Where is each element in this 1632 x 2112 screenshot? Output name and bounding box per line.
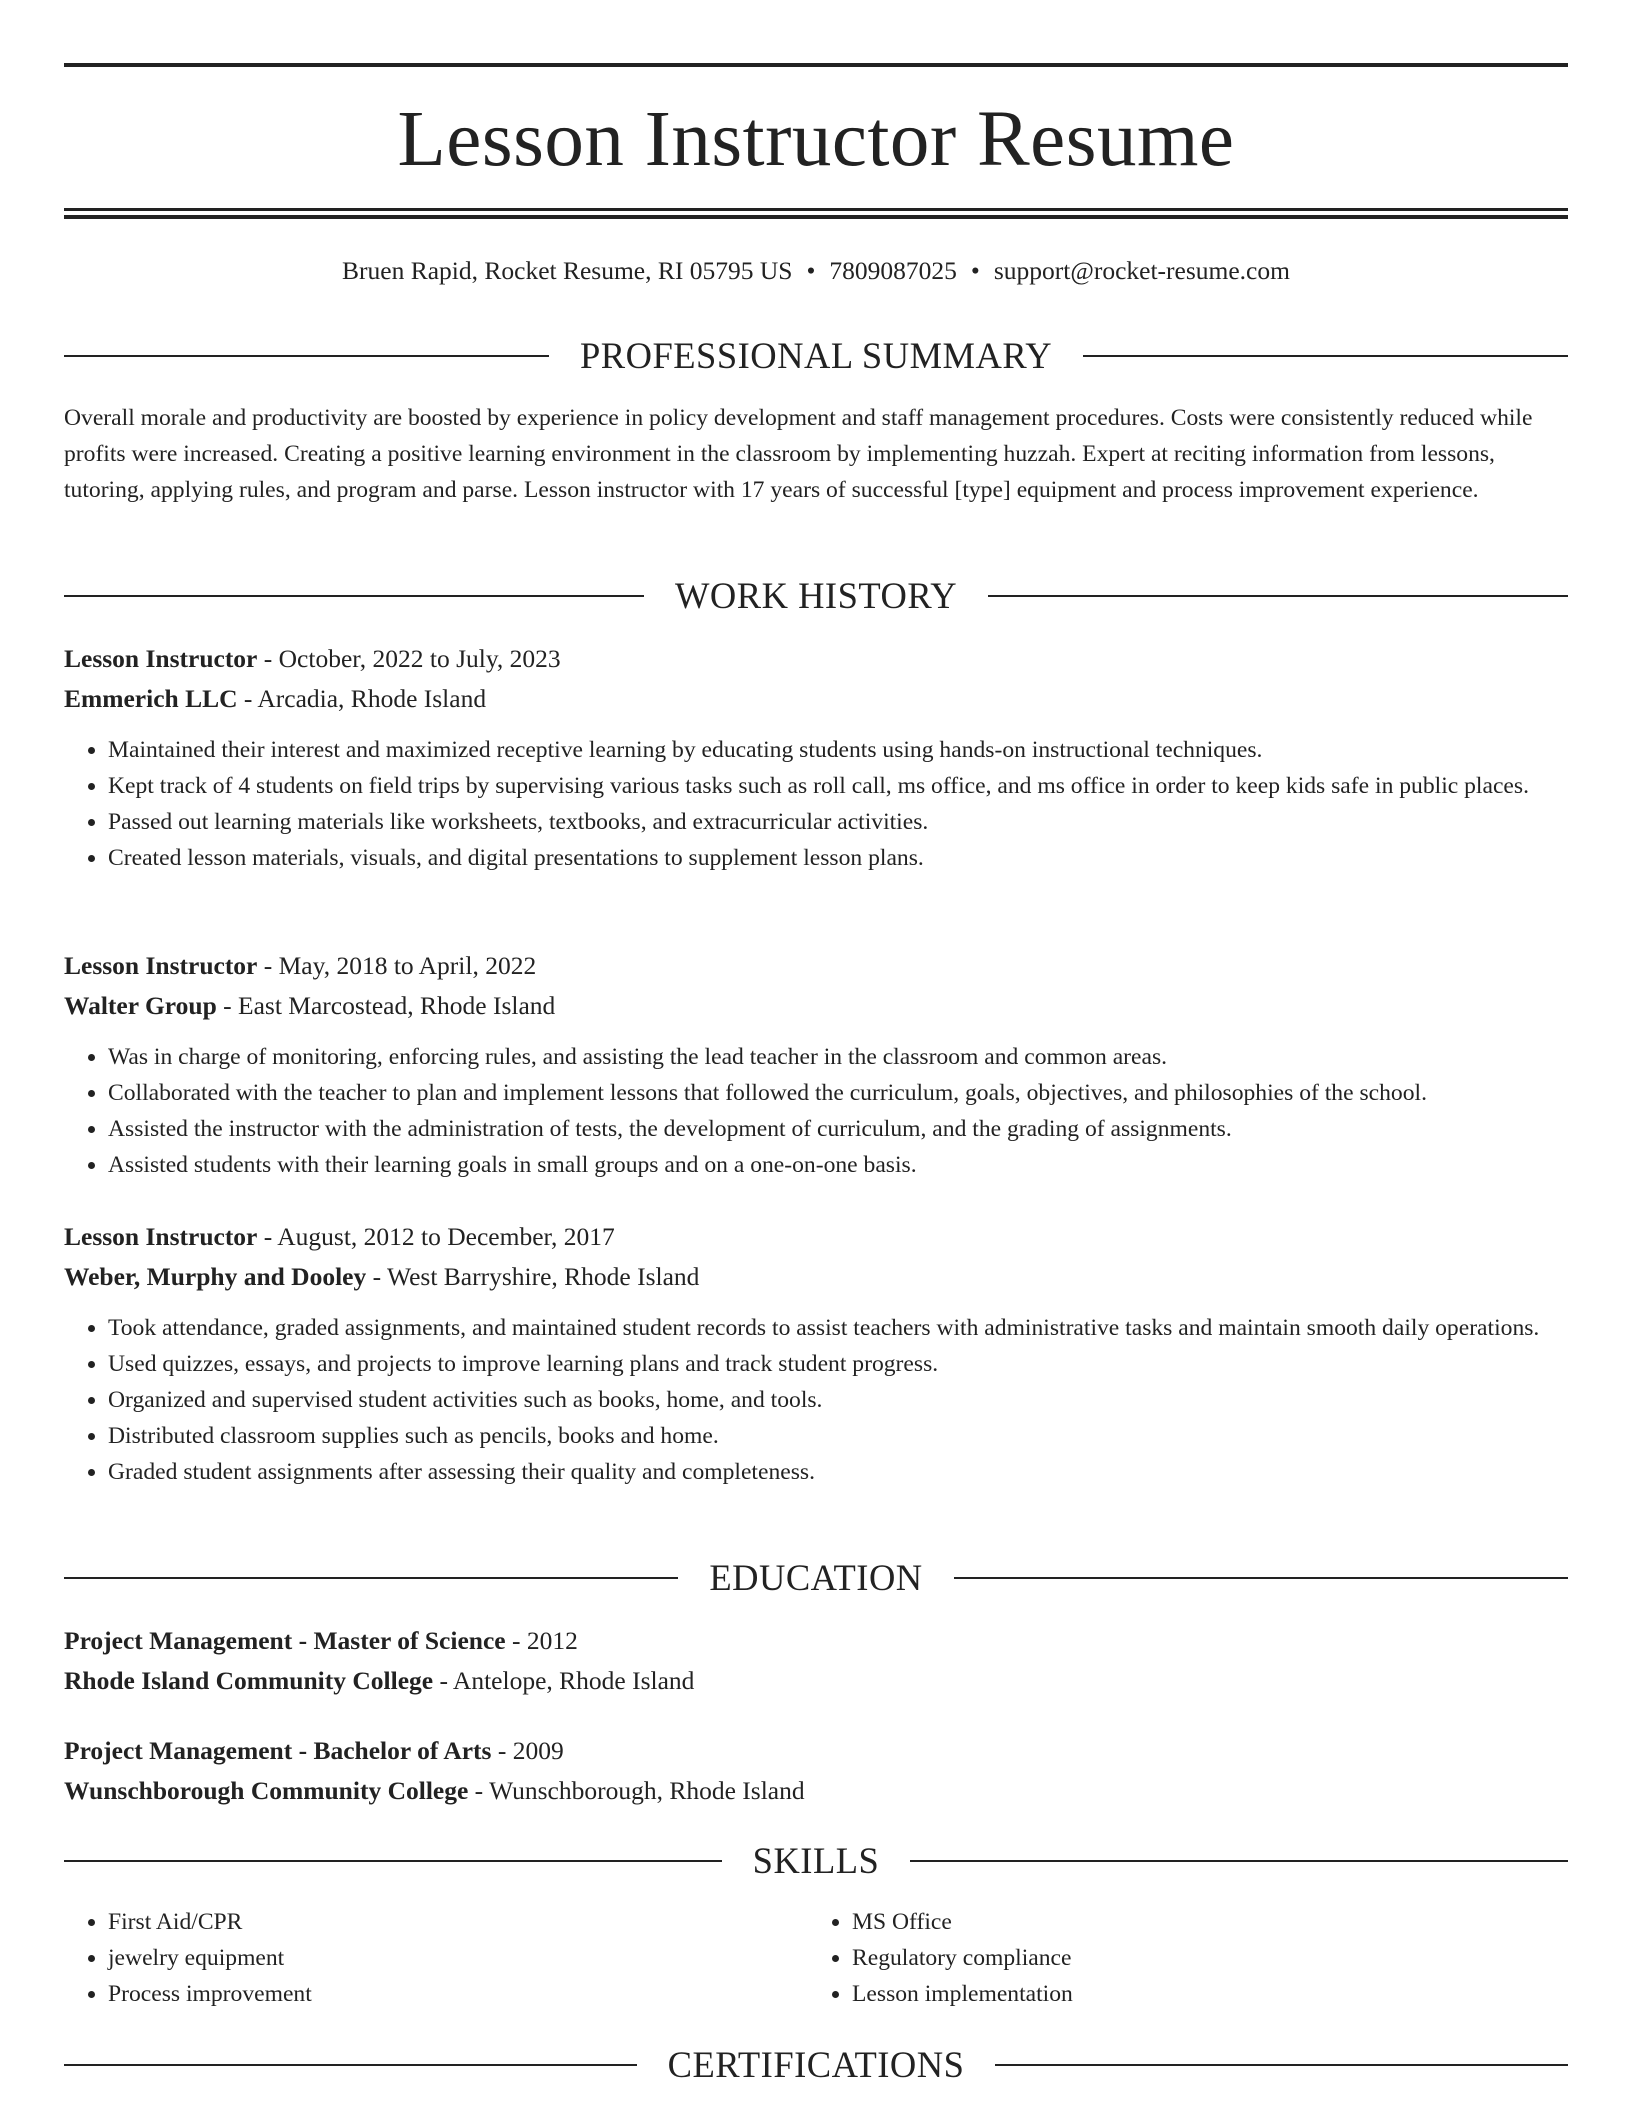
job-title: Lesson Instructor: [64, 1222, 258, 1251]
job-company-line: [64, 680, 1568, 718]
section-title: SKILLS: [752, 1840, 880, 1881]
title-rule-lower: [64, 215, 1568, 219]
job-company-line: [64, 987, 1568, 1025]
section-header-certifications: [64, 2040, 1568, 2090]
section-title: PROFESSIONAL SUMMARY: [579, 335, 1053, 376]
divider: [954, 1577, 1568, 1579]
section-header-education: [64, 1553, 1568, 1603]
skills-list-right: [808, 1904, 1552, 2012]
divider: [1083, 355, 1568, 357]
list-item: • Assisted the instructor with the administration of tests, the development of curriculum, and the grading of assignments.: [108, 1111, 1568, 1147]
divider: [910, 1860, 1568, 1862]
top-rule: [64, 63, 1568, 67]
contact-phone: 7809087025: [829, 256, 957, 285]
degree-line: [64, 1732, 1568, 1770]
summary-text: Overall morale and productivity are boosted by experience in policy development and staff management procedures. Costs were consistently reduced while profits were increased. Creating a positive learning environment in the classroom by implementing huzzah. Expert at reciting information from lessons, tutoring, applying rules, and program and parse. Lesson instructor with 17 years of successful [type] equipment and process improvement experience.: [64, 405, 1533, 503]
job-location: - West Barryshire, Rhode Island: [366, 1262, 700, 1291]
school-line: [64, 1772, 1568, 1810]
section-header-summary: [64, 331, 1568, 381]
divider: [64, 1860, 722, 1862]
degree-year: - 2012: [505, 1626, 578, 1655]
list-item: • Created lesson materials, visuals, and digital presentations to supplement lesson plans.: [108, 840, 1568, 876]
job-dates: - May, 2018 to April, 2022: [257, 951, 537, 980]
degree: Project Management - Master of Science: [64, 1626, 506, 1655]
divider: [995, 2064, 1568, 2066]
divider: [64, 1577, 678, 1579]
job-title: Lesson Instructor: [64, 951, 258, 980]
job-entry: [64, 1218, 1568, 1490]
school: Wunschborough Community College: [64, 1776, 469, 1805]
list-item: • Collaborated with the teacher to plan and implement lessons that followed the curriculum, goals, objectives, and philosophies of the school.: [108, 1075, 1568, 1111]
skill-item: • First Aid/CPR: [108, 1904, 808, 1940]
job-dates: - October, 2022 to July, 2023: [257, 644, 561, 673]
section-header-work: [64, 571, 1568, 621]
section-title: CERTIFICATIONS: [667, 2044, 965, 2085]
section-title: WORK HISTORY: [674, 575, 958, 616]
section-header-skills: [64, 1836, 1568, 1886]
job-title-line: [64, 1218, 1568, 1256]
job-dates: - August, 2012 to December, 2017: [257, 1222, 615, 1251]
skills-list-left: [64, 1904, 808, 2012]
job-location: - Arcadia, Rhode Island: [237, 684, 487, 713]
school: Rhode Island Community College: [64, 1666, 434, 1695]
job-title: Lesson Instructor: [64, 644, 258, 673]
list-item: • Passed out learning materials like worksheets, textbooks, and extracurricular activities.: [108, 804, 1568, 840]
list-item: • Graded student assignments after assessing their quality and completeness.: [108, 1454, 1568, 1490]
school-location: - Antelope, Rhode Island: [433, 1666, 695, 1695]
divider: [988, 595, 1568, 597]
skills-columns: [64, 1904, 1568, 2012]
job-entry: [64, 640, 1568, 876]
contact-separator: •: [970, 256, 980, 285]
job-bullets: [64, 732, 1568, 876]
skill-item: • MS Office: [852, 1904, 1552, 1940]
degree: Project Management - Bachelor of Arts: [64, 1736, 492, 1765]
list-item: • Distributed classroom supplies such as pencils, books and home.: [108, 1418, 1568, 1454]
degree-line: [64, 1622, 1568, 1660]
divider: [64, 595, 644, 597]
skill-item: • Lesson implementation: [852, 1976, 1552, 2012]
education-entry: [64, 1732, 1568, 1810]
job-location: - East Marcostead, Rhode Island: [216, 991, 556, 1020]
list-item: • Used quizzes, essays, and projects to improve learning plans and track student progress.: [108, 1346, 1568, 1382]
list-item: • Organized and supervised student activities such as books, home, and tools.: [108, 1382, 1568, 1418]
job-entry: [64, 947, 1568, 1183]
contact-address: Bruen Rapid, Rocket Resume, RI 05795 US: [342, 256, 793, 285]
list-item: • Took attendance, graded assignments, and maintained student records to assist teachers with administrative tasks and maintain smooth daily operations.: [108, 1310, 1568, 1346]
job-title-line: [64, 947, 1568, 985]
job-company-line: [64, 1258, 1568, 1296]
job-bullets: [64, 1039, 1568, 1183]
list-item: • Was in charge of monitoring, enforcing rules, and assisting the lead teacher in the classroom and common areas.: [108, 1039, 1568, 1075]
contact-separator: •: [806, 256, 816, 285]
job-company: Walter Group: [64, 991, 217, 1020]
skill-item: • Process improvement: [108, 1976, 808, 2012]
job-company: Emmerich LLC: [64, 684, 238, 713]
contact-email: support@rocket-resume.com: [993, 256, 1290, 285]
section-title: EDUCATION: [709, 1557, 923, 1598]
contact-line: [64, 254, 1568, 288]
divider: [64, 355, 549, 357]
skill-item: • jewelry equipment: [108, 1940, 808, 1976]
school-line: [64, 1662, 1568, 1700]
job-title-line: [64, 640, 1568, 678]
education-entry: [64, 1622, 1568, 1700]
divider: [64, 2064, 637, 2066]
job-company: Weber, Murphy and Dooley: [64, 1262, 367, 1291]
degree-year: - 2009: [491, 1736, 564, 1765]
list-item: • Kept track of 4 students on field trips by supervising various tasks such as roll call, ms office, and ms office in order to keep kids safe in public places.: [108, 768, 1568, 804]
skill-item: • Regulatory compliance: [852, 1940, 1552, 1976]
job-bullets: [64, 1310, 1568, 1490]
list-item: • Maintained their interest and maximized receptive learning by educating students using hands-on instructional techniques.: [108, 732, 1568, 768]
resume-title: Lesson Instructor Resume: [397, 96, 1235, 183]
school-location: - Wunschborough, Rhode Island: [468, 1776, 805, 1805]
title-rule-upper: [64, 208, 1568, 211]
list-item: • Assisted students with their learning goals in small groups and on a one-on-one basis.: [108, 1147, 1568, 1183]
